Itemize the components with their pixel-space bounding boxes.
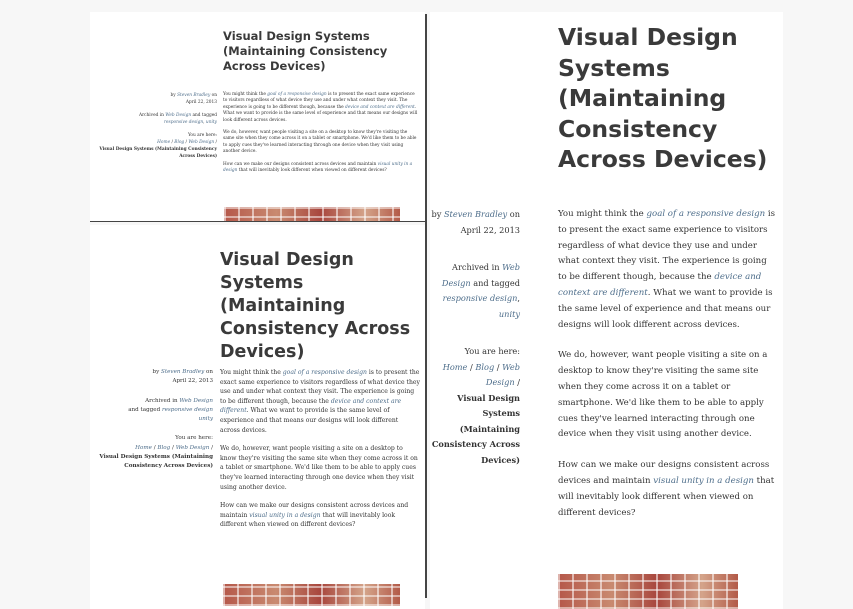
inline-link-device-context[interactable]: device and context are different xyxy=(558,272,762,298)
tag-link-unity[interactable]: unity xyxy=(205,120,217,125)
article-title: Visual Design Systems (Maintaining Consistency Across Devices) xyxy=(223,29,388,73)
tag-link-unity[interactable]: unity xyxy=(198,416,213,423)
breadcrumb-label: You are here: xyxy=(187,133,217,138)
paragraph-2: We do, however, want people visiting a site on a desktop to know they're visiting the same site when they come across it on a tablet or smartphone. We'd like them to be able to apply cues they've learned interacting through one device when they visit using another device. xyxy=(223,130,417,155)
category-link[interactable]: Web Design xyxy=(165,113,192,118)
breadcrumb-home[interactable]: Home xyxy=(157,140,171,145)
post-date: April 22, 2013 xyxy=(185,100,217,105)
breadcrumb-web-design[interactable]: Web Design xyxy=(485,361,520,387)
inline-link-responsive-goal[interactable]: goal of a responsive design xyxy=(282,369,367,376)
archived-line: Archived in Web Design and tagged responsive design, unity xyxy=(441,262,520,319)
inline-link-device-context[interactable]: device and context are different xyxy=(220,397,402,415)
paragraph-2: We do, however, want people visiting a site on a desktop to know they're visiting the same site when they come across it on a tablet or smartphone. We'd like them to be able to apply cues they've learned interacting through one device when they visit using another device. xyxy=(558,350,768,440)
breadcrumb: Home / Blog / Web Design / xyxy=(157,140,217,145)
inline-link-visual-unity[interactable]: visual unity in a design xyxy=(249,511,321,519)
paragraph-1: You might think the goal of a responsive design is to present the exact same experience to visitors regardless of what device they use and under what context they visit. The experience is going to be different though, because the device and context are different. What we want to provide is the same level of experience and that means our designs will look different across devices. xyxy=(558,209,776,330)
tags-line: and tagged responsive design xyxy=(128,406,213,413)
tag-link-responsive[interactable]: responsive design xyxy=(161,406,213,413)
article-body xyxy=(220,368,420,530)
breadcrumb-web-design[interactable]: Web Design xyxy=(175,444,210,451)
breadcrumb: Home / Blog / Web Design / xyxy=(135,444,213,451)
paragraph-3: How can we make our designs consistent across devices and maintain visual unity in a design that will inevitably look different when viewed on different devices? xyxy=(220,502,409,529)
breadcrumb-home[interactable]: Home xyxy=(135,444,152,451)
article-title: Visual Design Systems (Maintaining Consistency Across Devices) xyxy=(220,250,411,362)
screenshot-panel-small xyxy=(90,12,425,222)
author-link[interactable]: Steven Bradley xyxy=(177,93,211,98)
author-link[interactable]: Steven Bradley xyxy=(443,209,508,219)
tag-link-responsive[interactable]: responsive design xyxy=(163,120,204,125)
breadcrumb-blog[interactable]: Blog xyxy=(475,361,495,372)
post-date: April 22, 2013 xyxy=(460,224,520,235)
article-body xyxy=(223,92,418,174)
breadcrumb-current: Visual Design Systems (Maintaining Consistency Across Devices) xyxy=(99,454,213,470)
article-body xyxy=(558,207,778,521)
byline: by Steven Bradley on xyxy=(170,93,217,98)
post-meta-sidebar xyxy=(90,92,217,160)
paragraph-3: How can we make our designs consistent across devices and maintain visual unity in a design that will inevitably look different when viewed on different devices? xyxy=(223,161,413,174)
post-meta-sidebar xyxy=(430,207,520,468)
inline-link-visual-unity[interactable]: visual unity in a design xyxy=(223,161,413,174)
breadcrumb-label: You are here: xyxy=(464,346,520,356)
paragraph-1: You might think the goal of a responsive design is to present the exact same experience to visitors regardless of what device they use and under what context they visit. The experience is going to be different though, because the device and context are different. What we want to provide is the same level of experience and that means our designs will look different across devices. xyxy=(223,92,418,123)
archived-line: Archived in Web Design xyxy=(145,397,213,404)
article-title: Visual Design Systems (Maintaining Consistency Across Devices) xyxy=(558,23,768,173)
breadcrumb-current: Visual Design Systems (Maintaining Consistency Across Devices) xyxy=(99,147,217,159)
category-link[interactable]: Web Design xyxy=(179,397,213,404)
panel-divider-vertical xyxy=(425,14,427,598)
inline-link-device-context[interactable]: device and context are different xyxy=(345,104,415,110)
screenshot-panel-medium xyxy=(90,225,425,609)
breadcrumb-blog[interactable]: Blog xyxy=(174,140,185,145)
paragraph-2: We do, however, want people visiting a site on a desktop to know they're visiting the same site when they come across it on a tablet or smartphone. We'd like them to be able to apply cues they've learned interacting through one device when they visit using another device. xyxy=(220,445,418,491)
byline: by Steven Bradley on xyxy=(152,369,213,375)
post-date: April 22, 2013 xyxy=(172,378,213,385)
screenshot-panel-large xyxy=(430,12,783,609)
brick-wall-image xyxy=(558,574,738,609)
brick-wall-image xyxy=(224,207,400,222)
inline-link-responsive-goal[interactable]: goal of a responsive design xyxy=(646,209,766,219)
paragraph-1: You might think the goal of a responsive design is to present the exact same experience to visitors regardless of what device they use and under what context they visit. The experience is going to be different though, because the device and context are different. What we want to provide is the same level of experience and that means our designs will look different across devices. xyxy=(220,369,420,434)
breadcrumb-home[interactable]: Home xyxy=(442,361,468,372)
tag-link-responsive[interactable]: responsive design xyxy=(442,293,518,303)
breadcrumb-blog[interactable]: Blog xyxy=(157,444,171,451)
inline-link-responsive-goal[interactable]: goal of a responsive design xyxy=(267,92,327,97)
post-meta-sidebar xyxy=(90,368,213,472)
inline-link-visual-unity[interactable]: visual unity in a design xyxy=(653,475,754,486)
byline: by Steven Bradley on xyxy=(431,209,520,219)
paragraph-3: How can we make our designs consistent across devices and maintain visual unity in a design that will inevitably look different when viewed on different devices? xyxy=(558,460,775,518)
category-link[interactable]: Web Design xyxy=(441,262,520,288)
breadcrumb: Home / Blog / Web Design / xyxy=(442,361,520,387)
panel-divider-horizontal xyxy=(90,221,426,222)
author-link[interactable]: Steven Bradley xyxy=(161,369,205,375)
tags-line: responsive design, unity xyxy=(163,120,217,125)
brick-wall-image xyxy=(223,584,400,606)
tag-link-unity[interactable]: unity xyxy=(498,308,520,319)
breadcrumb-current: Visual Design Systems (Maintaining Consistency Across Devices) xyxy=(431,392,520,465)
archived-line: Archived in Web Design and tagged xyxy=(138,113,217,118)
breadcrumb-label: You are here: xyxy=(175,435,213,442)
breadcrumb-web-design[interactable]: Web Design xyxy=(188,140,215,145)
